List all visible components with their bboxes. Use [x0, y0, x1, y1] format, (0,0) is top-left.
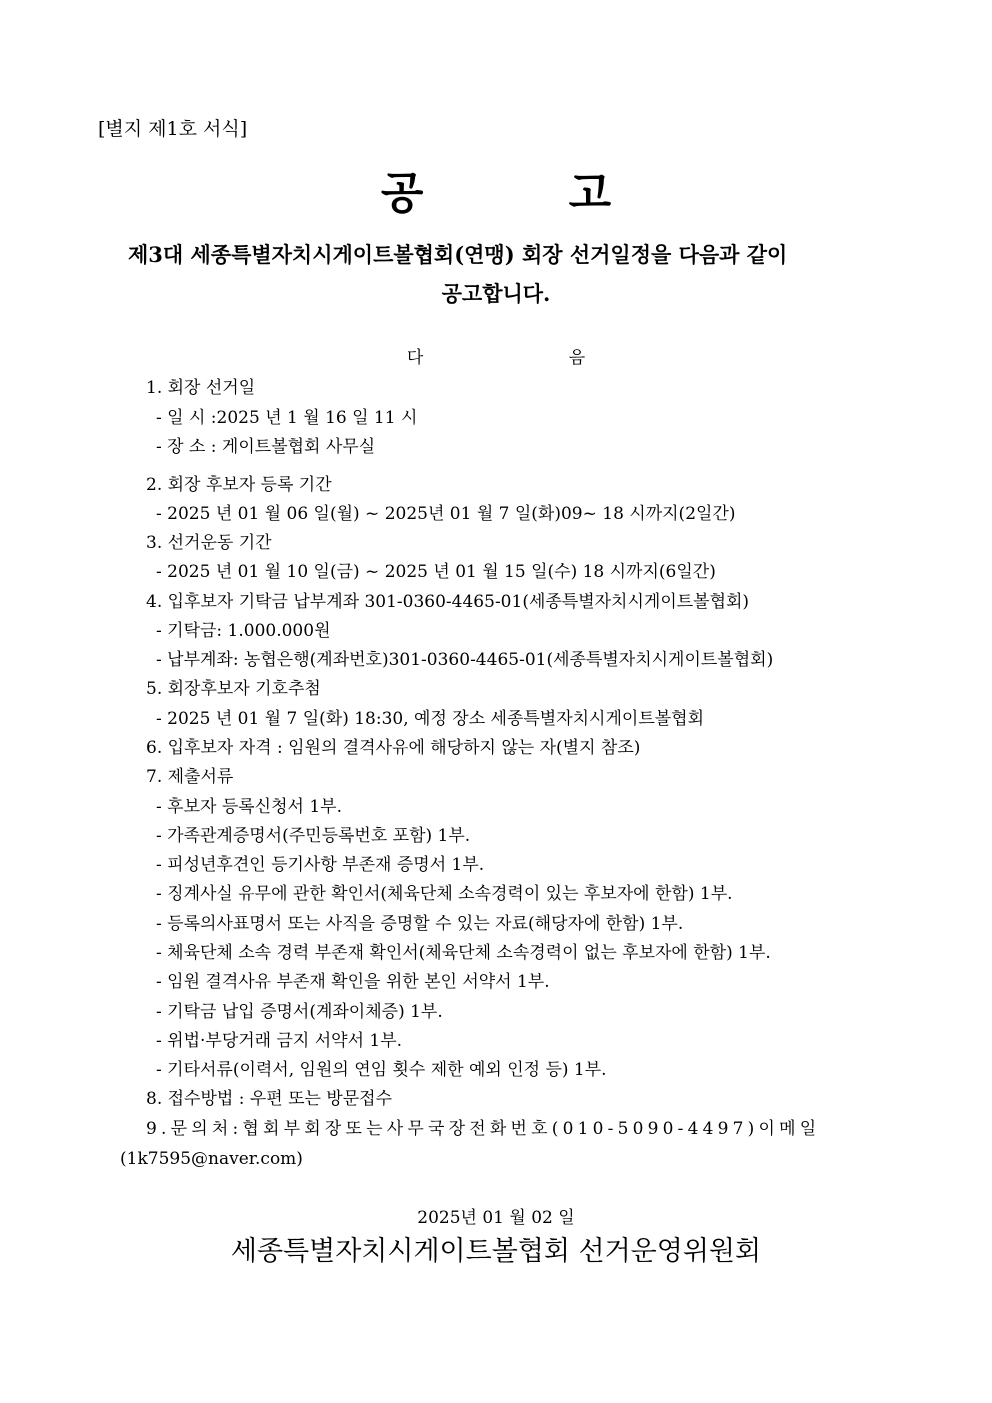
contact-email: (1k7595@naver.com)	[120, 1149, 303, 1169]
section-4-item-1: - 기탁금: 1.000.000원	[156, 621, 331, 641]
section-7-item-4: - 징계사실 유무에 관한 확인서(체육단체 소속경력이 있는 후보자에 한함) 1부.	[156, 884, 733, 904]
lead-text-line-1: 제3대 세종특별자치시게이트볼협회(연맹) 회장 선거일정을 다음과 같이	[128, 242, 788, 267]
subheading: 다 음	[406, 348, 586, 368]
organization-name: 세종특별자치시게이트볼협회 선거운영위원회	[230, 1236, 762, 1267]
section-7-item-9: - 위법·부당거래 금지 서약서 1부.	[156, 1031, 403, 1051]
section-7-item-2: - 가족관계증명서(주민등록번호 포함) 1부.	[156, 826, 471, 846]
section-5-item-1: - 2025 년 01 월 7 일(화) 18:30, 예정 장소 세종특별자치시게이트볼협회	[156, 709, 705, 729]
section-9-heading: 9.문의처:협회부회장또는사무국장전화번호(010-5090-4497)이메일	[146, 1119, 821, 1139]
lead-text-line-2: 공고합니다.	[441, 281, 551, 306]
section-1-item-1: - 일 시 :2025 년 1 월 16 일 11 시	[156, 408, 418, 428]
section-7-item-1: - 후보자 등록신청서 1부.	[156, 797, 342, 817]
form-label: [별지 제1호 서식]	[98, 118, 248, 140]
section-7-item-6: - 체육단체 소속 경력 부존재 확인서(체육단체 소속경력이 없는 후보자에 한함) 1부.	[156, 943, 771, 963]
section-7-heading: 7. 제출서류	[146, 767, 234, 787]
notice-date: 2025년 01 월 02 일	[417, 1208, 575, 1228]
section-7-item-10: - 기타서류(이력서, 임원의 연임 횟수 제한 예외 인정 등) 1부.	[156, 1060, 607, 1080]
document-title: 공 고	[380, 168, 612, 219]
section-3-item-1: - 2025 년 01 월 10 일(금) ~ 2025 년 01 월 15 일(수) 18 시까지(6일간)	[156, 562, 716, 582]
section-6-heading: 6. 입후보자 자격 : 임원의 결격사유에 해당하지 않는 자(별지 참조)	[146, 738, 641, 758]
section-1-heading: 1. 회장 선거일	[146, 378, 256, 398]
section-4-heading: 4. 입후보자 기탁금 납부계좌 301-0360-4465-01(세종특별자치시게이트볼협회)	[146, 592, 750, 612]
section-7-item-7: - 임원 결격사유 부존재 확인을 위한 본인 서약서 1부.	[156, 972, 550, 992]
section-7-item-8: - 기탁금 납입 증명서(계좌이체증) 1부.	[156, 1002, 443, 1022]
section-5-heading: 5. 회장후보자 기호추첨	[146, 679, 321, 699]
section-2-item-1: - 2025 년 01 월 06 일(월) ~ 2025년 01 월 7 일(화)09~ 18 시까지(2일간)	[156, 504, 736, 524]
section-8-heading: 8. 접수방법 : 우편 또는 방문접수	[146, 1089, 393, 1109]
section-3-heading: 3. 선거운동 기간	[146, 533, 272, 553]
section-1-item-2: - 장 소 : 게이트볼협회 사무실	[156, 437, 376, 457]
section-4-item-2: - 납부계좌: 농협은행(계좌번호)301-0360-4465-01(세종특별자치시게이트볼협회)	[156, 650, 774, 670]
section-7-item-5: - 등록의사표명서 또는 사직을 증명할 수 있는 자료(해당자에 한함) 1부.	[156, 914, 684, 934]
section-7-item-3: - 피성년후견인 등기사항 부존재 증명서 1부.	[156, 855, 485, 875]
section-2-heading: 2. 회장 후보자 등록 기간	[146, 475, 332, 495]
